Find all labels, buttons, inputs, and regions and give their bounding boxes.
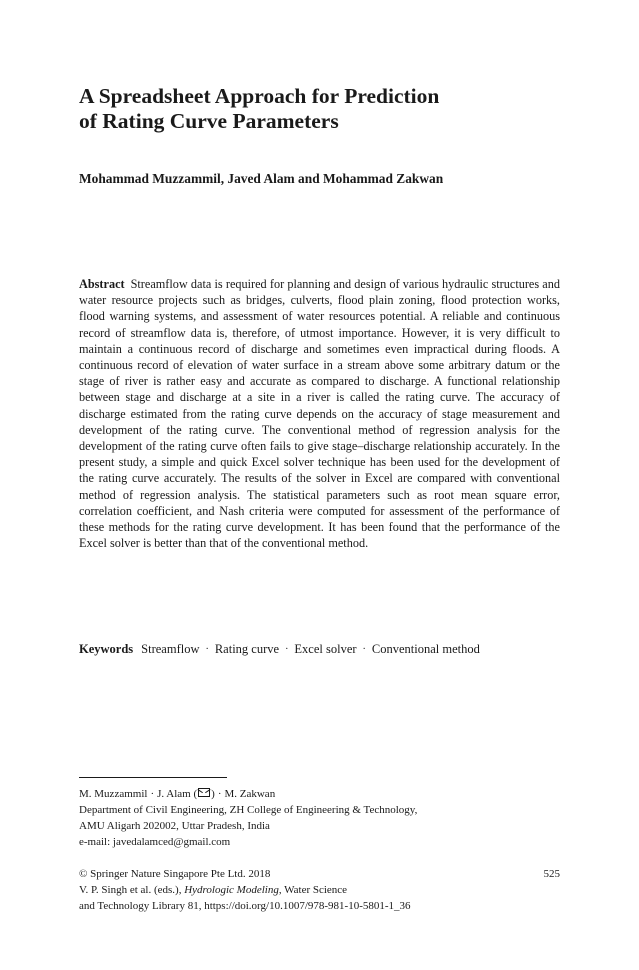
citation-line (79, 882, 560, 898)
abstract (79, 276, 560, 551)
doi-line: and Technology Library 81, https://doi.org/10.1007/978-981-10-5801-1_36 (79, 900, 411, 913)
address: AMU Aligarh 202002, Uttar Pradesh, India (79, 820, 270, 833)
footnote-author-2-close: ) (211, 788, 215, 800)
email: e-mail: javedalamced@gmail.com (79, 836, 231, 849)
author-separator: · (150, 788, 155, 800)
keyword-separator: · (205, 644, 209, 655)
abstract-text: Streamflow data is required for planning and design of various hydraulic structures and water resource projects such as bridges, culverts, flood plain zoning, flood protection works, flood warning systems, and assessment of water resources potential. A reliable and continuous record of streamflow data is, therefore, of utmost importance. However, it is very difficult to maintain a continuous record of discharge and sometimes even impractical during floods. A continuous record of elevation of water surface in a stream above some arbitrary datum or the stage of river is rather easy and accurate as compared to discharge. A functional relationship between stage and discharge at a site in a river is called the rating curve. The accuracy of discharge estimated from the rating curve depends on the accuracy of stage measurement and development of the rating curve. The conventional method of regression analysis for the development of the rating curve often fails to give stage–discharge relationship accurately. In the present study, a simple and quick Excel solver technique has been used for the development of the rating curve accurately. The results of the solver in Excel are compared with conventional method of regression analysis. The statistical parameters such as root mean square error, correlation coefficient, and Nash criteria were computed for assessment of the performance of these methods for the rating curve development. It has been found that the performance of the Excel solver is better than that of the conventional method. (79, 277, 560, 551)
keyword-separator: · (362, 644, 366, 655)
author-affiliation (79, 786, 560, 850)
title-line-2: of Rating Curve Parameters (79, 109, 339, 133)
footnote-author-1: M. Muzzammil (79, 788, 148, 800)
title-line-1: A Spreadsheet Approach for Prediction (79, 84, 440, 108)
citation-suffix: , Water Science (278, 884, 348, 897)
keyword-separator: · (285, 644, 289, 655)
department: Department of Civil Engineering, ZH College of Engineering & Technology, (79, 804, 418, 817)
author-separator: · (217, 788, 222, 800)
footnote-divider (79, 777, 227, 778)
book-title: Hydrologic Modeling (184, 884, 279, 897)
page-number: 525 (543, 868, 560, 880)
keywords (79, 642, 560, 657)
copyright-block (79, 866, 560, 914)
keywords-heading: Keywords (79, 642, 134, 656)
footnote-author-2: J. Alam ( (157, 788, 198, 800)
keyword-item: Excel solver (294, 642, 357, 656)
author-list: Mohammad Muzzammil, Javed Alam and Mohammad Zakwan (79, 171, 444, 186)
envelope-icon (198, 788, 210, 797)
keyword-item: Conventional method (371, 642, 480, 656)
copyright-line: © Springer Nature Singapore Pte Ltd. 2018 (79, 868, 271, 880)
paper-title (79, 84, 559, 134)
abstract-heading: Abstract (79, 277, 125, 291)
footnote-authors (79, 786, 560, 802)
keyword-item: Streamflow (141, 642, 200, 656)
keyword-item: Rating curve (214, 642, 280, 656)
citation-prefix: V. P. Singh et al. (eds.), (79, 884, 185, 897)
footnote-author-3: M. Zakwan (224, 788, 276, 800)
